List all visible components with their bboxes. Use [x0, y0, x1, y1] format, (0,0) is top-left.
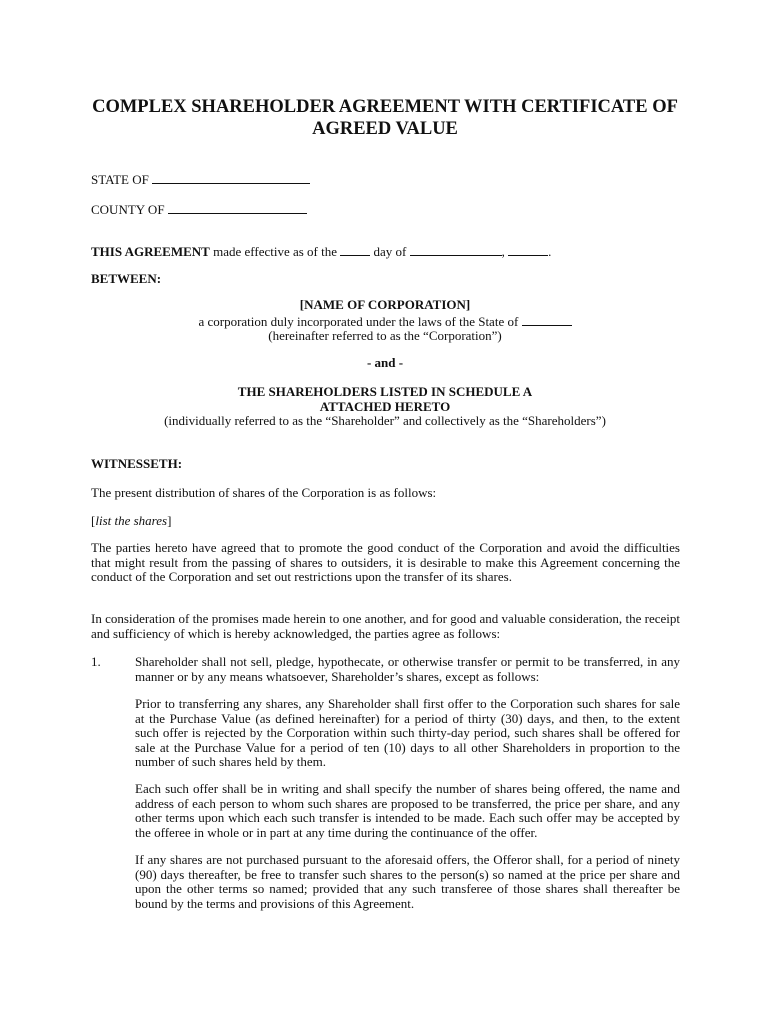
shareholders-block [70, 385, 700, 429]
agreement-comma: , [501, 244, 509, 259]
corporation-incorporated [70, 313, 700, 330]
consideration-paragraph: In consideration of the promises made herein to one another, and for good and valuable consideration, the receipt and sufficiency of which is hereby acknowledged, the parties agree as follows: [91, 611, 680, 641]
corporation-referred: (hereinafter referred to as the “Corporation”) [268, 328, 502, 343]
clause-1-paragraph-b: Each such offer shall be in writing and shall specify the number of shares being offered, the name and address of each person to whom such shares are proposed to be transferred, the price per share, and any other terms upon which each such transfer is intended to be made. Each such offer may be accepted by the offeree in whole or in part at any time during the continuance of the offer. [135, 781, 680, 840]
shareholders-line-1: THE SHAREHOLDERS LISTED IN SCHEDULE A [237, 384, 533, 399]
state-line [91, 171, 310, 188]
state-blank [152, 171, 310, 184]
witnesseth-label: WITNESSETH: [91, 456, 183, 471]
list-shares-placeholder [91, 513, 171, 529]
document-title [70, 96, 700, 140]
title-line-2: AGREED VALUE [312, 119, 458, 139]
and-separator: - and - [366, 355, 404, 370]
county-label: COUNTY OF [91, 202, 165, 217]
agreement-lead: THIS AGREEMENT [91, 244, 210, 259]
list-shares-italic: list the shares [95, 513, 168, 528]
clause-1-number: 1. [91, 654, 101, 669]
distribution-text: The present distribution of shares of the Corporation is as follows: [91, 485, 437, 500]
between-label: BETWEEN: [91, 271, 162, 286]
title-line-1: COMPLEX SHAREHOLDER AGREEMENT WITH CERTIFICATE OF [92, 97, 678, 117]
list-shares-close: ] [167, 513, 172, 528]
shareholders-referred: (individually referred to as the “Shareholder” and collectively as the “Shareholders”) [164, 413, 606, 428]
state-of-incorporation-blank [522, 313, 572, 326]
corporation-name: [NAME OF CORPORATION] [299, 297, 471, 312]
month-blank [410, 243, 502, 256]
parties-paragraph: The parties hereto have agreed that to promote the good conduct of the Corporation and avoid the difficulties that might result from the passing of shares to outsiders, it is desirable to make this Agreement concerning the conduct of the Corporation and set out restrictions upon the transfer of its shares. [91, 540, 680, 584]
agreement-day-of: day of [370, 244, 410, 259]
day-blank [340, 243, 370, 256]
list-shares-open: [ [91, 513, 96, 528]
agreement-line [91, 243, 551, 260]
state-label: STATE OF [91, 172, 149, 187]
agreement-period: . [548, 244, 552, 259]
county-line [91, 201, 307, 218]
clause-1-paragraph-c: If any shares are not purchased pursuant to the aforesaid offers, the Offeror shall, for a period of ninety (90) days thereafter, be free to transfer such shares to the person(s) so named at the price per share and upon the other terms so named; provided that any such transferee of those shares shall thereafter be bound by the terms and provisions of this Agreement. [135, 852, 680, 911]
clause-1-text: Shareholder shall not sell, pledge, hypothecate, or otherwise transfer or permit to be transferred, in any manner or by any means whatsoever, Shareholder’s shares, except as follows: [135, 654, 680, 684]
shareholders-line-2: ATTACHED HERETO [319, 398, 451, 414]
year-blank [508, 243, 548, 256]
corporation-block [70, 298, 700, 344]
agreement-made-effective: made effective as of the [209, 244, 341, 259]
corporation-incorporated-text: a corporation duly incorporated under the laws of the State of [198, 313, 522, 329]
clause-1-paragraph-a: Prior to transferring any shares, any Shareholder shall first offer to the Corporation such shares for sale at the Purchase Value (as defined hereinafter) for a period of thirty (30) days, and then, to the extent such offer is rejected by the Corporation within such thirty-day period, such shares shall be offered for sale at the Purchase Value for a period of ten (10) days to all other Shareholders in proportion to the number of such shares held by them. [135, 696, 680, 769]
county-blank [168, 201, 307, 214]
